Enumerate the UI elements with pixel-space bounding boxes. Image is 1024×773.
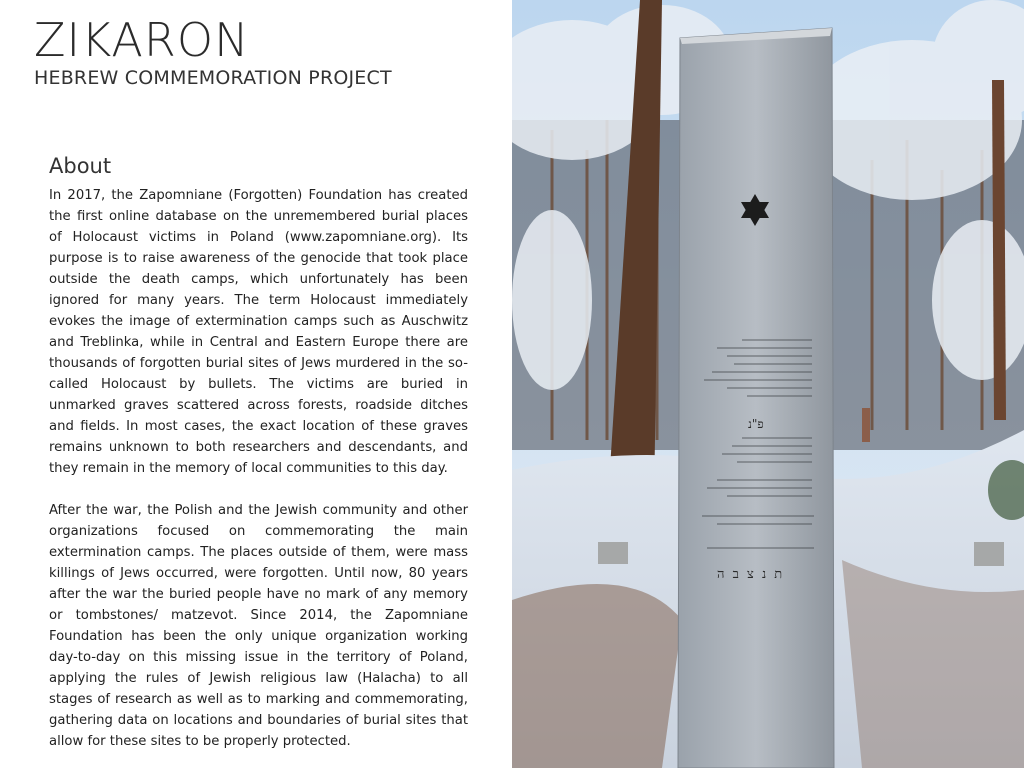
brand-subtitle: HEBREW COMMEMORATION PROJECT: [34, 67, 392, 89]
about-body: [49, 185, 468, 773]
monument-photo: [512, 0, 1024, 768]
about-paragraph-1: In 2017, the Zapomniane (Forgotten) Foundation has created the first online database on the unremembered burial places of Holocaust victims in Poland (www.zapomniane.org). Its purpose is to raise awareness of the genocide that took place outside the death camps, which unfortunately has been ignored for many years. The term Holocaust immediately evokes the image of extermination camps such as Auschwitz and Treblinka, while in Central and Eastern Europe there are thousands of forgotten burial sites of Jews murdered in the so-called Holocaust by bullets. The victims are buried in unmarked graves scattered across forests, roadside ditches and fields. In most cases, the exact location of these graves remains unknown to both researchers and descendants, and they remain in the memory of local communities to this day.: [49, 188, 468, 476]
brand-title: ZIKARON: [34, 13, 250, 67]
text-panel: [0, 0, 512, 768]
monument-initials: פ"נ: [748, 417, 764, 431]
forest-monument-illustration: [512, 0, 1024, 768]
monument-hebrew-inscription: ת נ צ ב ה: [717, 567, 785, 582]
about-paragraph-2: After the war, the Polish and the Jewish community and other organizations focused on commemorating the main extermination camps. The places outside of them, were mass killings of Jews occurred, were forgotten. Until now, 80 years after the war the buried people have no mark of any memory or tombstones/ matzevot. Since 2014, the Zapomniane Foundation has been the only unique organization working day-to-day on this missing issue in the territory of Poland, applying the rules of Jewish religious law (Halacha) to all stages of research as well as to marking and commemorating, gathering data on locations and boundaries of burial sites that allow for these sites to be properly protected.: [49, 503, 468, 749]
about-heading: About: [49, 154, 112, 178]
